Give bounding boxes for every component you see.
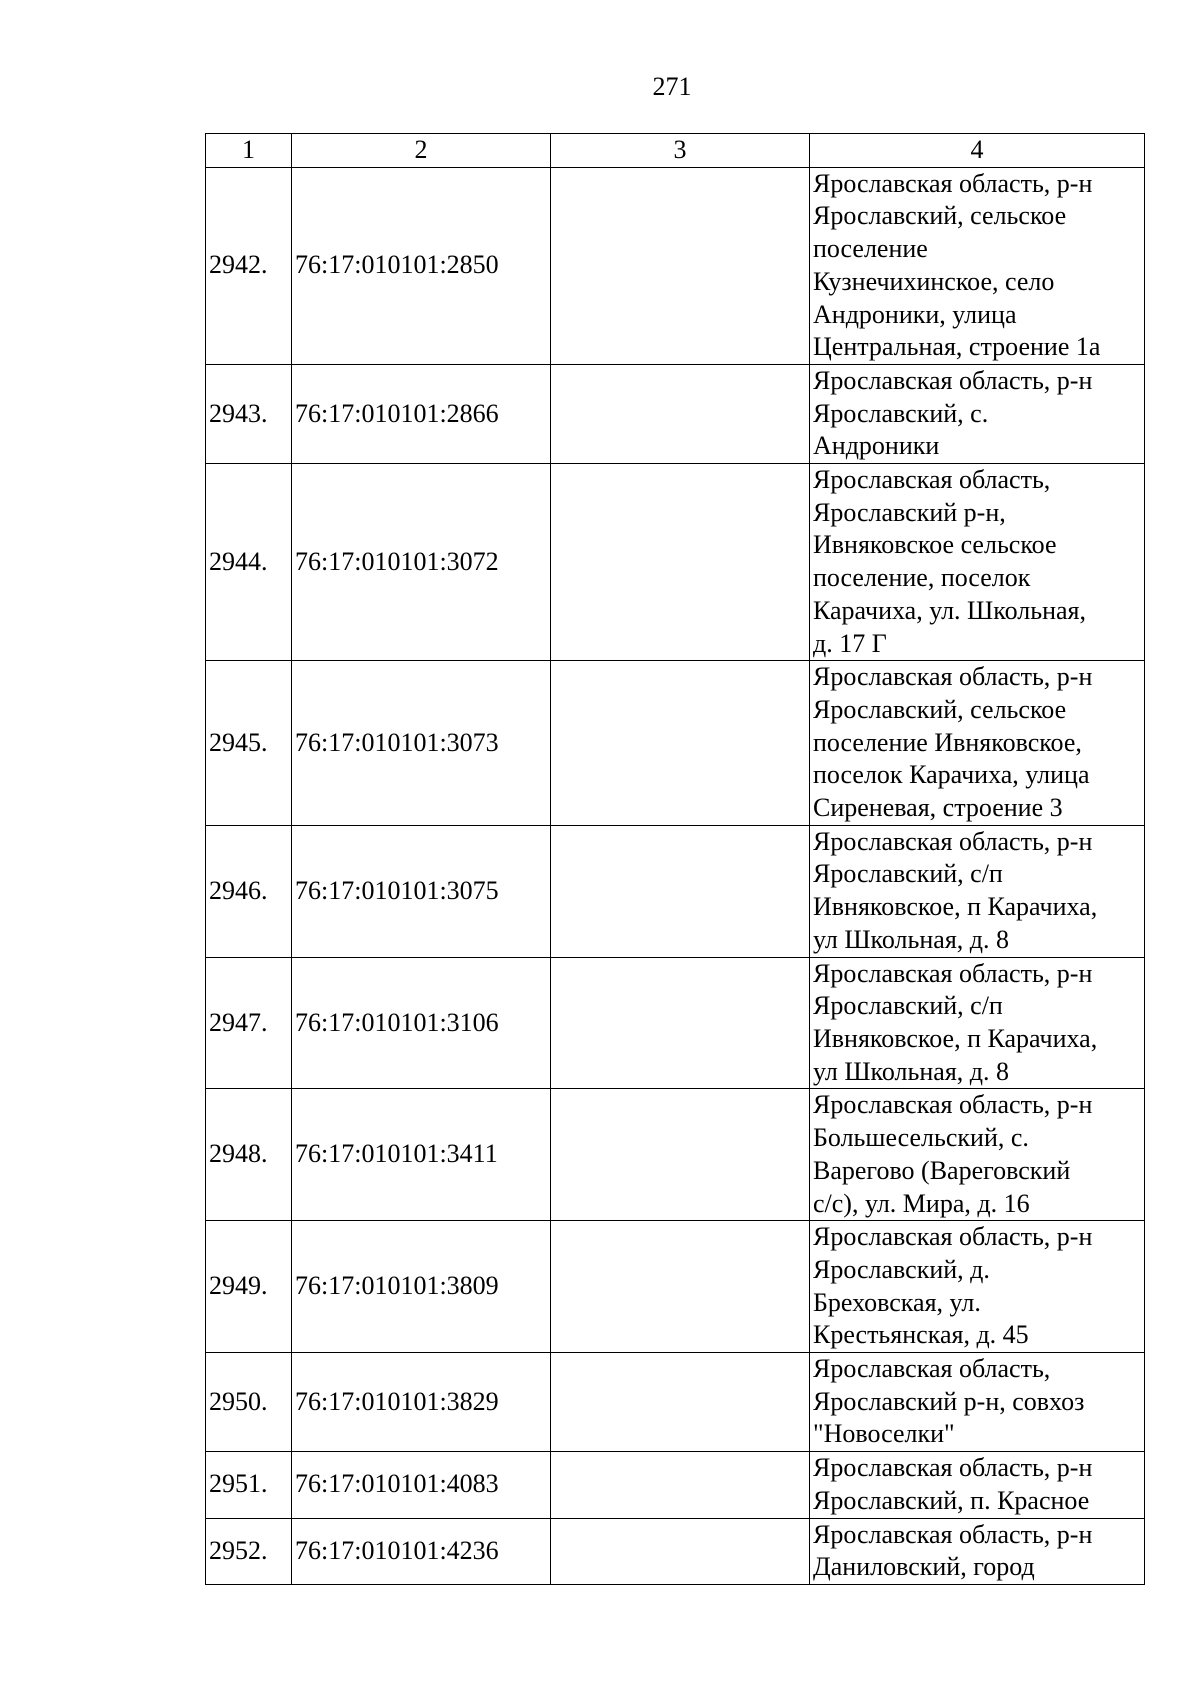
- address-line: с/с), ул. Мира, д. 16: [813, 1188, 1030, 1218]
- address-line: Ярославская область, р-н: [813, 1090, 1093, 1120]
- address-line: ул Школьная, д. 8: [813, 924, 1010, 954]
- address-line: Ярославская область,: [813, 1354, 1051, 1384]
- address-line: "Новоселки": [813, 1419, 955, 1449]
- address-line: Ярославский, д.: [813, 1254, 990, 1284]
- row-number-cell: 2943.: [206, 364, 292, 463]
- cadastral-number-cell: 76:17:010101:3072: [292, 464, 551, 661]
- address-line: Ярославский р-н,: [813, 497, 1006, 527]
- address-line: поселение Ивняковское,: [813, 727, 1082, 757]
- cadastral-number-cell: 76:17:010101:4083: [292, 1452, 551, 1518]
- address-line: Центральная, строение 1а: [813, 332, 1101, 362]
- address-line: Ярославская область, р-н: [813, 958, 1093, 988]
- table-header-row: [206, 134, 1145, 168]
- table-row: [206, 1518, 1145, 1584]
- empty-cell: [551, 1353, 810, 1452]
- cadastral-number-cell: 76:17:010101:3829: [292, 1353, 551, 1452]
- row-number-cell: 2946.: [206, 825, 292, 957]
- address-line: Андроники: [813, 431, 940, 461]
- table-row: [206, 364, 1145, 463]
- row-number-cell: 2952.: [206, 1518, 292, 1584]
- empty-cell: [551, 825, 810, 957]
- address-line: Ярославский, с.: [813, 398, 989, 428]
- address-line: Ярославский, п. Красное: [813, 1485, 1090, 1515]
- cadastral-number-cell: 76:17:010101:2850: [292, 167, 551, 364]
- column-header: 2: [292, 134, 551, 168]
- empty-cell: [551, 1452, 810, 1518]
- row-number-cell: 2949.: [206, 1221, 292, 1353]
- address-line: Ярославская область, р-н: [813, 662, 1093, 692]
- address-line: Большесельский, с.: [813, 1123, 1029, 1153]
- address-cell: [810, 1353, 1145, 1452]
- row-number-cell: 2945.: [206, 661, 292, 826]
- column-header: 3: [551, 134, 810, 168]
- address-cell: [810, 364, 1145, 463]
- cadastral-number-cell: 76:17:010101:3809: [292, 1221, 551, 1353]
- address-line: Ярославская область, р-н: [813, 1519, 1093, 1549]
- row-number-cell: 2948.: [206, 1089, 292, 1221]
- table-row: [206, 1353, 1145, 1452]
- address-line: Карачиха, ул. Школьная,: [813, 595, 1086, 625]
- table-row: [206, 464, 1145, 661]
- empty-cell: [551, 1089, 810, 1221]
- column-header: 4: [810, 134, 1145, 168]
- table-row: [206, 1221, 1145, 1353]
- address-line: Ярославская область, р-н: [813, 168, 1093, 198]
- row-number-cell: 2950.: [206, 1353, 292, 1452]
- address-line: поселение: [813, 234, 928, 264]
- address-line: Кузнечихинское, село: [813, 266, 1055, 296]
- address-cell: [810, 957, 1145, 1089]
- table-row: [206, 825, 1145, 957]
- row-number-cell: 2951.: [206, 1452, 292, 1518]
- address-cell: [810, 1518, 1145, 1584]
- empty-cell: [551, 957, 810, 1089]
- address-line: Ярославская область, р-н: [813, 1222, 1093, 1252]
- address-line: Ярославский, сельское: [813, 201, 1067, 231]
- empty-cell: [551, 167, 810, 364]
- address-line: Андроники, улица: [813, 299, 1017, 329]
- address-line: Ярославский, сельское: [813, 694, 1067, 724]
- empty-cell: [551, 661, 810, 826]
- address-cell: [810, 1221, 1145, 1353]
- address-line: Ярославская область, р-н: [813, 826, 1093, 856]
- empty-cell: [551, 1221, 810, 1353]
- registry-table: [205, 133, 1145, 1585]
- column-header: 1: [206, 134, 292, 168]
- address-line: Ярославский, с/п: [813, 859, 1003, 889]
- address-line: Ярославский р-н, совхоз: [813, 1386, 1085, 1416]
- empty-cell: [551, 1518, 810, 1584]
- empty-cell: [551, 464, 810, 661]
- address-line: Бреховская, ул.: [813, 1287, 981, 1317]
- cadastral-number-cell: 76:17:010101:3411: [292, 1089, 551, 1221]
- table-row: [206, 1452, 1145, 1518]
- row-number-cell: 2944.: [206, 464, 292, 661]
- address-cell: [810, 1452, 1145, 1518]
- row-number-cell: 2947.: [206, 957, 292, 1089]
- cadastral-number-cell: 76:17:010101:3073: [292, 661, 551, 826]
- address-line: д. 17 Г: [813, 628, 887, 658]
- page-number: 271: [652, 72, 692, 101]
- address-line: Ярославская область, р-н: [813, 365, 1093, 395]
- address-cell: [810, 661, 1145, 826]
- address-line: Варегово (Вареговский: [813, 1155, 1071, 1185]
- address-line: Ивняковское, п Карачиха,: [813, 1023, 1098, 1053]
- address-line: Ярославский, с/п: [813, 991, 1003, 1021]
- address-line: поселение, поселок: [813, 563, 1031, 593]
- cadastral-number-cell: 76:17:010101:3106: [292, 957, 551, 1089]
- table-row: [206, 957, 1145, 1089]
- address-line: Ивняковское сельское: [813, 530, 1057, 560]
- cadastral-number-cell: 76:17:010101:2866: [292, 364, 551, 463]
- address-cell: [810, 167, 1145, 364]
- empty-cell: [551, 364, 810, 463]
- address-line: Даниловский, город: [813, 1552, 1035, 1582]
- address-line: Сиреневая, строение 3: [813, 793, 1063, 823]
- address-line: поселок Карачиха, улица: [813, 760, 1090, 790]
- table-row: [206, 167, 1145, 364]
- row-number-cell: 2942.: [206, 167, 292, 364]
- address-line: Крестьянская, д. 45: [813, 1320, 1029, 1350]
- address-cell: [810, 464, 1145, 661]
- table-row: [206, 1089, 1145, 1221]
- address-line: Ярославская область, р-н: [813, 1453, 1093, 1483]
- table-row: [206, 661, 1145, 826]
- address-line: ул Школьная, д. 8: [813, 1056, 1010, 1086]
- cadastral-number-cell: 76:17:010101:4236: [292, 1518, 551, 1584]
- address-line: Ивняковское, п Карачиха,: [813, 892, 1098, 922]
- cadastral-number-cell: 76:17:010101:3075: [292, 825, 551, 957]
- address-line: Ярославская область,: [813, 465, 1051, 495]
- address-cell: [810, 1089, 1145, 1221]
- address-cell: [810, 825, 1145, 957]
